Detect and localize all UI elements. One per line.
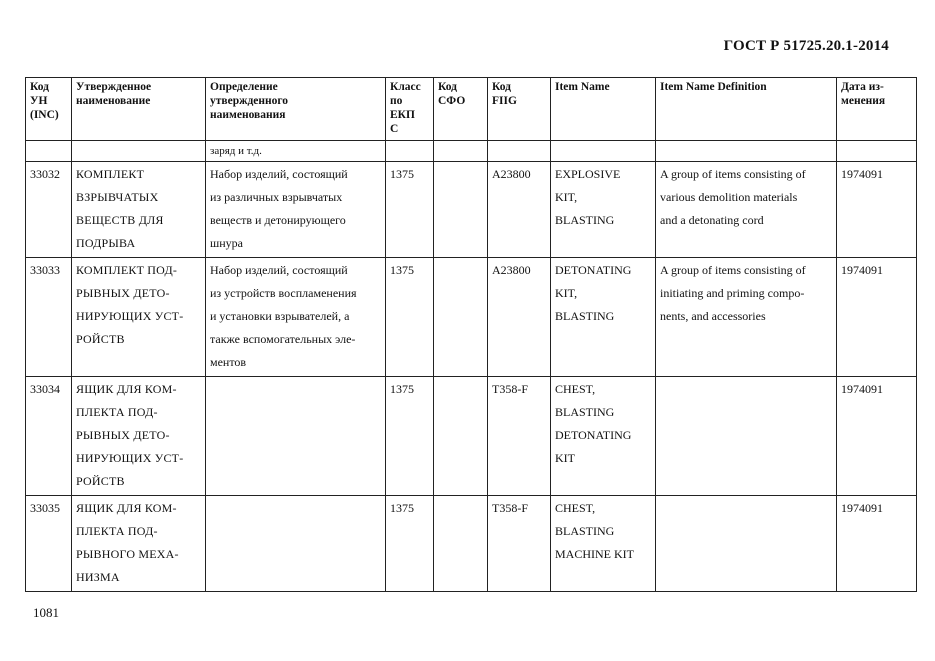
col-header-definition: [206, 78, 386, 141]
cell-line: КОМПЛЕКТ: [76, 167, 145, 181]
cell-line: CHEST,: [555, 382, 596, 396]
cell-item-name: [551, 162, 656, 258]
cell-date: [837, 141, 917, 162]
cell-line: nents, and accessories: [660, 309, 766, 323]
cell-item-name: [551, 141, 656, 162]
cell-line: BLASTING: [555, 524, 615, 538]
cell-line: ПЛЕКТА ПОД-: [76, 405, 158, 419]
col-header-code: [26, 78, 72, 141]
cell-line: Утвержденное: [76, 81, 152, 93]
cell-name: [72, 258, 206, 377]
cell-item-name: [551, 496, 656, 592]
cell-line: НИЗМА: [76, 570, 120, 584]
cell-line: Дата из-: [841, 81, 884, 93]
cell-line: BLASTING: [555, 405, 615, 419]
col-header-sfo: [434, 78, 488, 141]
cell-sfo: [434, 377, 488, 496]
cell-sfo: [434, 141, 488, 162]
cell-sfo: [434, 496, 488, 592]
cell-definition: [206, 377, 386, 496]
cell-date: 1974091: [837, 258, 917, 377]
document-code: ГОСТ Р 51725.20.1-2014: [723, 38, 889, 54]
table-header-row: [26, 78, 917, 141]
cell-line: ВЕЩЕСТВ ДЛЯ: [76, 213, 164, 227]
cell-line: НИРУЮЩИХ УСТ-: [76, 309, 184, 323]
cell-line: утвержденного: [210, 95, 289, 107]
cell-date: 1974091: [837, 377, 917, 496]
cell-line: Item Name: [555, 81, 610, 93]
cell-line: Набор изделий, состоящий: [210, 263, 348, 277]
cell-item-definition: [656, 377, 837, 496]
cell-line: ПЛЕКТА ПОД-: [76, 524, 158, 538]
cell-line: ЯЩИК ДЛЯ КОМ-: [76, 501, 177, 515]
cell-line: ЯЩИК ДЛЯ КОМ-: [76, 382, 177, 396]
cell-line: также вспомогательных эле-: [210, 332, 356, 346]
cell-line: веществ и детонирующего: [210, 213, 346, 227]
page-number: 1081: [33, 605, 59, 620]
cell-line: Код: [492, 81, 512, 93]
cell-item-name: [551, 377, 656, 496]
cell-line: наименование: [76, 95, 151, 107]
cell-item-definition: [656, 496, 837, 592]
cell-line: ЕКП: [390, 109, 415, 121]
cell-line: Определение: [210, 81, 278, 93]
cell-line: FIIG: [492, 95, 517, 107]
table-row: [26, 496, 917, 592]
cell-line: КОМПЛЕКТ ПОД-: [76, 263, 178, 277]
col-header-item-definition: [656, 78, 837, 141]
table-row: [26, 258, 917, 377]
cell-line: РОЙСТВ: [76, 474, 125, 488]
cell-line: ментов: [210, 355, 247, 369]
cell-code: [26, 141, 72, 162]
table-row: [26, 162, 917, 258]
cell-sfo: [434, 162, 488, 258]
cell-sfo: [434, 258, 488, 377]
cell-class: 1375: [386, 258, 434, 377]
cell-line: НИРУЮЩИХ УСТ-: [76, 451, 184, 465]
cell-line: ПОДРЫВА: [76, 236, 136, 250]
cell-name: [72, 496, 206, 592]
cell-line: по: [390, 95, 403, 107]
cell-name: [72, 162, 206, 258]
cell-line: из различных взрывчатых: [210, 190, 343, 204]
cell-definition: [206, 496, 386, 592]
cell-code: 33032: [26, 162, 72, 258]
cell-line: ВЗРЫВЧАТЫХ: [76, 190, 159, 204]
cell-line: Класс: [390, 81, 421, 93]
cell-item-definition: [656, 141, 837, 162]
cell-line: Набор изделий, состоящий: [210, 167, 348, 181]
cell-fiig: [488, 141, 551, 162]
cell-line: наименования: [210, 109, 286, 121]
col-header-date: [837, 78, 917, 141]
cell-line: Код: [438, 81, 458, 93]
cell-class: 1375: [386, 377, 434, 496]
cell-definition: [206, 162, 386, 258]
cell-line: С: [390, 123, 399, 135]
cell-line: A group of items consisting of: [660, 263, 806, 277]
cell-line: УН: [30, 95, 48, 107]
cell-code: 33035: [26, 496, 72, 592]
continuation-row: [26, 141, 917, 162]
cell-line: РЫВНОГО МЕХА-: [76, 547, 179, 561]
cell-line: (INC): [30, 109, 59, 121]
cell-line: менения: [841, 95, 886, 107]
cell-line: DETONATING: [555, 428, 632, 442]
cell-fiig: A23800: [488, 162, 551, 258]
cell-line: KIT: [555, 451, 575, 465]
col-header-class: [386, 78, 434, 141]
cell-line: РЫВНЫХ ДЕТО-: [76, 286, 170, 300]
cell-fiig: T358-F: [488, 496, 551, 592]
cell-line: and a detonating cord: [660, 213, 764, 227]
col-header-name: [72, 78, 206, 141]
cell-definition: [206, 141, 386, 162]
cell-fiig: A23800: [488, 258, 551, 377]
cell-class: 1375: [386, 162, 434, 258]
cell-date: 1974091: [837, 162, 917, 258]
classification-table: [25, 77, 917, 592]
cell-line: заряд и т.д.: [210, 145, 262, 157]
cell-definition: [206, 258, 386, 377]
cell-line: Код: [30, 81, 50, 93]
cell-line: BLASTING: [555, 309, 615, 323]
cell-line: initiating and priming compo-: [660, 286, 805, 300]
cell-name: [72, 377, 206, 496]
cell-item-name: [551, 258, 656, 377]
col-header-fiig: [488, 78, 551, 141]
cell-line: шнура: [210, 236, 243, 250]
cell-date: 1974091: [837, 496, 917, 592]
cell-class: 1375: [386, 496, 434, 592]
cell-item-definition: [656, 258, 837, 377]
cell-line: DETONATING: [555, 263, 632, 277]
cell-line: MACHINE KIT: [555, 547, 634, 561]
cell-line: из устройств воспламенения: [210, 286, 357, 300]
cell-code: 33033: [26, 258, 72, 377]
cell-line: СФО: [438, 95, 466, 107]
cell-class: [386, 141, 434, 162]
cell-line: KIT,: [555, 286, 578, 300]
cell-line: EXPLOSIVE: [555, 167, 621, 181]
cell-line: BLASTING: [555, 213, 615, 227]
cell-name: [72, 141, 206, 162]
table-row: [26, 377, 917, 496]
cell-line: Item Name Definition: [660, 81, 767, 93]
cell-line: various demolition materials: [660, 190, 798, 204]
cell-line: A group of items consisting of: [660, 167, 806, 181]
cell-line: РОЙСТВ: [76, 332, 125, 346]
cell-line: РЫВНЫХ ДЕТО-: [76, 428, 170, 442]
cell-item-definition: [656, 162, 837, 258]
cell-fiig: T358-F: [488, 377, 551, 496]
cell-line: и установки взрывателей, а: [210, 309, 350, 323]
cell-line: CHEST,: [555, 501, 596, 515]
cell-code: 33034: [26, 377, 72, 496]
col-header-item-name: [551, 78, 656, 141]
cell-line: KIT,: [555, 190, 578, 204]
